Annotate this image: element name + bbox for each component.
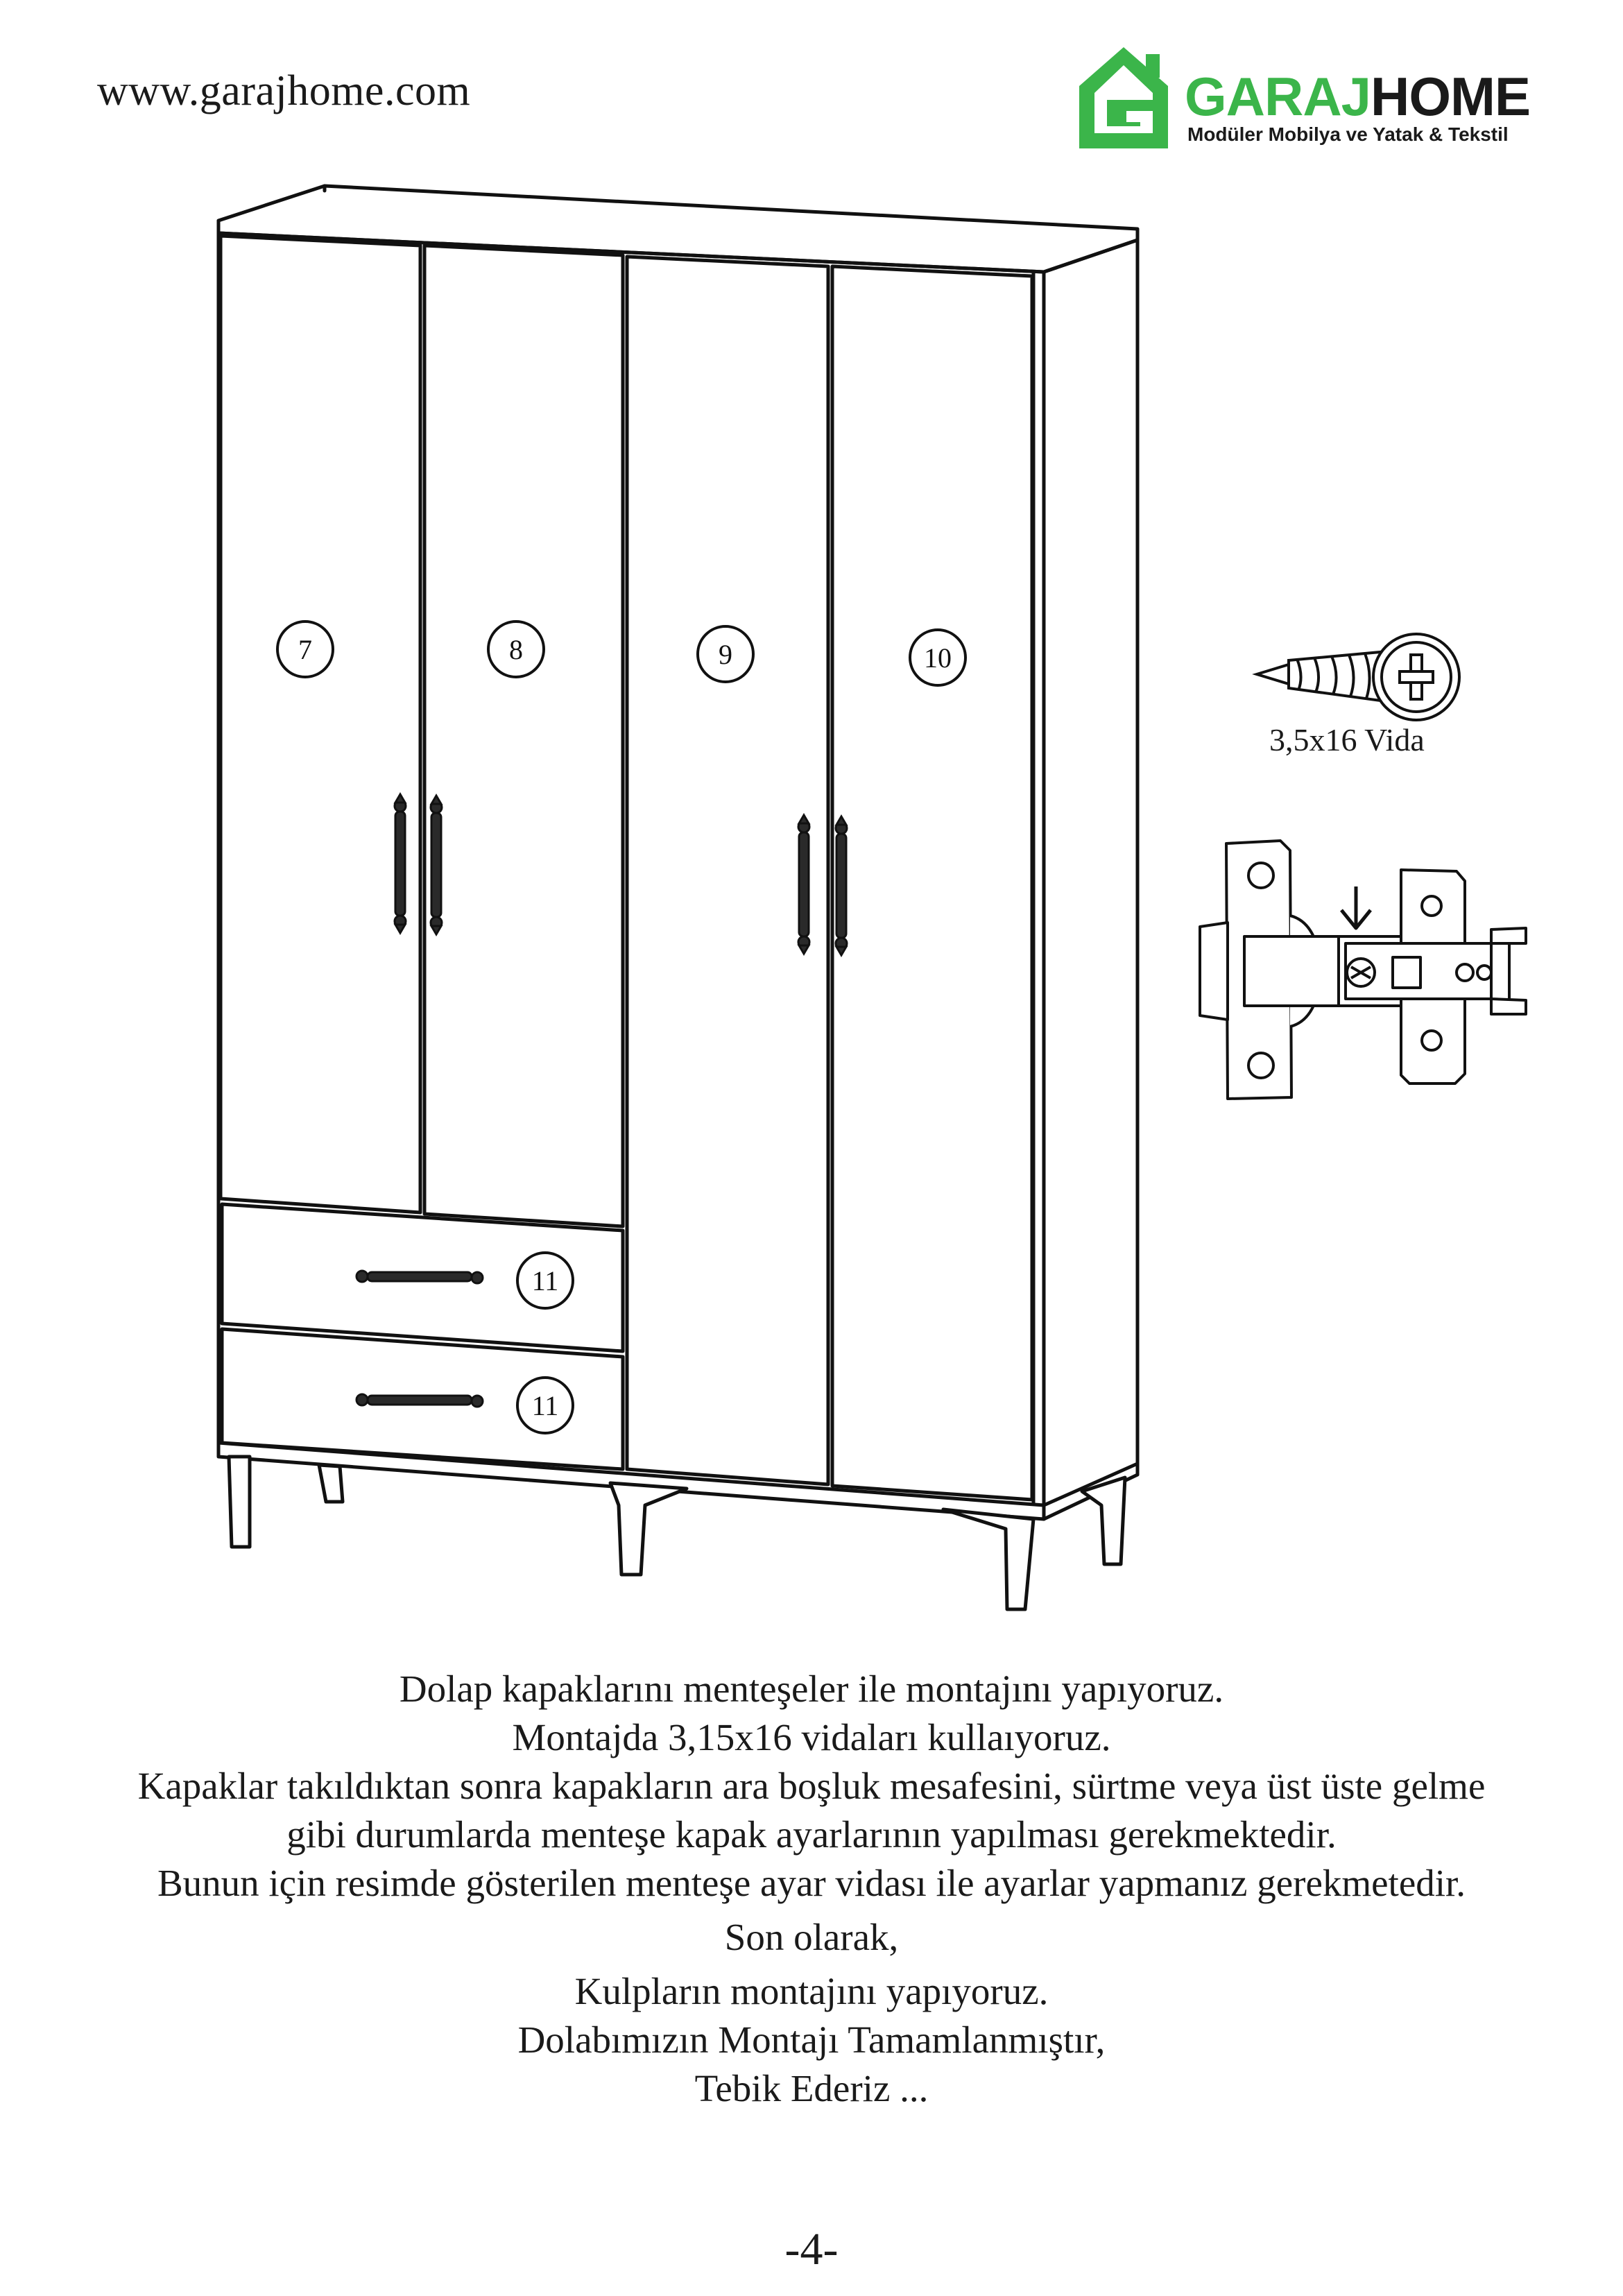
logo-tagline: Modüler Mobilya ve Yatak & Tekstil (1187, 123, 1509, 145)
page-number: -4- (784, 2224, 839, 2274)
instruction-line: Kulpların montajını yapıyoruz. (574, 1970, 1049, 2012)
door-handle-right-1 (798, 815, 809, 954)
instruction-line: Dolabımızın Montajı Tamamlanmıştır, (517, 2019, 1106, 2061)
part-label-8: 8 (509, 634, 523, 665)
door-handle-right-2 (836, 816, 847, 955)
door-handles (357, 794, 847, 1407)
instruction-line: gibi durumlarda menteşe kapak ayarlarının yapılması gerekmektedir. (286, 1813, 1337, 1856)
part-label-7: 7 (298, 634, 312, 665)
screw-icon (1257, 634, 1459, 720)
hinge-icon (1200, 841, 1526, 1099)
instruction-line: Son olarak, (724, 1916, 899, 1958)
door-handle-left-1 (395, 794, 406, 933)
website-url: www.garajhome.com (97, 67, 471, 114)
drawer-handle-bottom (357, 1394, 483, 1407)
instruction-line: Bunun için resimde gösterilen menteşe ayar vidası ile ayarlar yapmanız gerekmetedir. (157, 1862, 1466, 1904)
instruction-line: Dolap kapaklarını menteşeler ile montajını yapıyoruz. (399, 1668, 1224, 1710)
part-label-10: 10 (924, 642, 952, 674)
part-label-11-bottom: 11 (531, 1390, 559, 1421)
instruction-line: Tebik Ederiz ... (694, 2067, 929, 2109)
part-label-9: 9 (719, 639, 732, 670)
wardrobe-legs (229, 1457, 1125, 1609)
logo-brand-part1: GARAJ (1185, 66, 1371, 127)
part-label-11-top: 11 (531, 1265, 559, 1296)
logo-brand-part2: HOME (1371, 66, 1531, 127)
screw-label: 3,5x16 Vida (1269, 722, 1425, 757)
assembly-instructions (69, 1665, 1554, 2113)
instruction-line: Montajda 3,15x16 vidaları kullaıyoruz. (512, 1716, 1111, 1758)
drawer-handle-top (357, 1271, 483, 1283)
door-handle-left-2 (431, 796, 442, 934)
instruction-line: Kapaklar takıldıktan sonra kapakların ara boşluk mesafesini, sürtme veya üst üste gelme (137, 1765, 1486, 1807)
